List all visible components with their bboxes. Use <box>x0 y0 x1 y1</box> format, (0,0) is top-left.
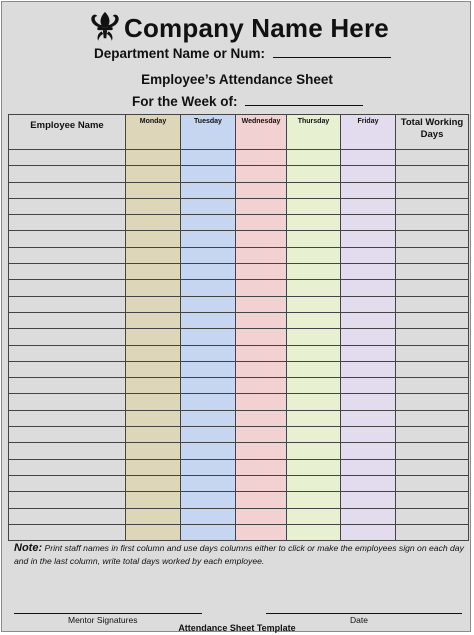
total-days-cell[interactable] <box>396 182 469 198</box>
thursday-cell[interactable] <box>287 361 341 377</box>
tuesday-cell[interactable] <box>181 166 236 182</box>
tuesday-cell[interactable] <box>181 247 236 263</box>
wednesday-cell[interactable] <box>236 166 287 182</box>
table-row <box>9 296 469 312</box>
wednesday-cell[interactable] <box>236 459 287 475</box>
friday-cell[interactable] <box>341 410 396 426</box>
employee-name-cell[interactable] <box>9 394 126 410</box>
friday-cell[interactable] <box>341 296 396 312</box>
tuesday-cell[interactable] <box>181 524 236 540</box>
attendance-rows <box>9 150 469 541</box>
employee-name-cell[interactable] <box>9 345 126 361</box>
monday-cell[interactable] <box>126 443 181 459</box>
wednesday-cell[interactable] <box>236 312 287 328</box>
total-days-cell[interactable] <box>396 443 469 459</box>
table-row <box>9 312 469 328</box>
friday-cell[interactable] <box>341 231 396 247</box>
thursday-cell[interactable] <box>287 215 341 231</box>
monday-cell[interactable] <box>126 182 181 198</box>
friday-cell[interactable] <box>341 361 396 377</box>
total-days-cell[interactable] <box>396 215 469 231</box>
date-label: Date <box>350 615 368 625</box>
table-row <box>9 264 469 280</box>
table-row <box>9 410 469 426</box>
monday-cell[interactable] <box>126 410 181 426</box>
week-field <box>132 93 363 109</box>
thursday-cell[interactable] <box>287 475 341 491</box>
total-days-cell[interactable] <box>396 492 469 508</box>
monday-cell[interactable] <box>126 231 181 247</box>
total-days-cell[interactable] <box>396 280 469 296</box>
col-header-thursday: Thursday <box>287 115 341 150</box>
employee-name-cell[interactable] <box>9 247 126 263</box>
employee-name-cell[interactable] <box>9 508 126 524</box>
wednesday-cell[interactable] <box>236 443 287 459</box>
total-days-cell[interactable] <box>396 410 469 426</box>
tuesday-cell[interactable] <box>181 312 236 328</box>
table-row <box>9 443 469 459</box>
col-header-total-working-days: Total Working Days <box>396 115 469 150</box>
employee-name-cell[interactable] <box>9 215 126 231</box>
friday-cell[interactable] <box>341 166 396 182</box>
thursday-cell[interactable] <box>287 378 341 394</box>
mentor-signature-line[interactable] <box>14 613 202 614</box>
thursday-cell[interactable] <box>287 345 341 361</box>
friday-cell[interactable] <box>341 394 396 410</box>
employee-name-cell[interactable] <box>9 264 126 280</box>
table-row <box>9 166 469 182</box>
tuesday-cell[interactable] <box>181 280 236 296</box>
friday-cell[interactable] <box>341 264 396 280</box>
employee-name-cell[interactable] <box>9 361 126 377</box>
monday-cell[interactable] <box>126 378 181 394</box>
employee-name-cell[interactable] <box>9 150 126 166</box>
col-header-monday: Monday <box>126 115 181 150</box>
tuesday-cell[interactable] <box>181 410 236 426</box>
employee-name-cell[interactable] <box>9 296 126 312</box>
total-days-cell[interactable] <box>396 312 469 328</box>
thursday-cell[interactable] <box>287 231 341 247</box>
thursday-cell[interactable] <box>287 524 341 540</box>
wednesday-cell[interactable] <box>236 247 287 263</box>
friday-cell[interactable] <box>341 312 396 328</box>
total-days-cell[interactable] <box>396 508 469 524</box>
date-signature-line[interactable] <box>266 613 462 614</box>
monday-cell[interactable] <box>126 296 181 312</box>
wednesday-cell[interactable] <box>236 296 287 312</box>
department-label: Department Name or Num: <box>94 46 266 61</box>
tuesday-cell[interactable] <box>181 427 236 443</box>
monday-cell[interactable] <box>126 508 181 524</box>
total-days-cell[interactable] <box>396 198 469 214</box>
tuesday-cell[interactable] <box>181 231 236 247</box>
thursday-cell[interactable] <box>287 247 341 263</box>
thursday-cell[interactable] <box>287 329 341 345</box>
employee-name-cell[interactable] <box>9 410 126 426</box>
col-header-employee-name: Employee Name <box>9 115 126 150</box>
wednesday-cell[interactable] <box>236 264 287 280</box>
tuesday-cell[interactable] <box>181 198 236 214</box>
employee-name-cell[interactable] <box>9 459 126 475</box>
total-days-cell[interactable] <box>396 150 469 166</box>
tuesday-cell[interactable] <box>181 329 236 345</box>
department-field <box>94 45 391 61</box>
note-block <box>14 542 466 568</box>
wednesday-cell[interactable] <box>236 410 287 426</box>
monday-cell[interactable] <box>126 524 181 540</box>
employee-name-cell[interactable] <box>9 378 126 394</box>
table-row <box>9 182 469 198</box>
week-blank-line[interactable] <box>245 93 363 106</box>
tuesday-cell[interactable] <box>181 361 236 377</box>
tuesday-cell[interactable] <box>181 475 236 491</box>
total-days-cell[interactable] <box>396 264 469 280</box>
total-days-cell[interactable] <box>396 329 469 345</box>
thursday-cell[interactable] <box>287 427 341 443</box>
friday-cell[interactable] <box>341 427 396 443</box>
wednesday-cell[interactable] <box>236 150 287 166</box>
friday-cell[interactable] <box>341 508 396 524</box>
wednesday-cell[interactable] <box>236 345 287 361</box>
monday-cell[interactable] <box>126 345 181 361</box>
friday-cell[interactable] <box>341 198 396 214</box>
col-header-friday: Friday <box>341 115 396 150</box>
friday-cell[interactable] <box>341 280 396 296</box>
total-days-cell[interactable] <box>396 345 469 361</box>
thursday-cell[interactable] <box>287 296 341 312</box>
monday-cell[interactable] <box>126 247 181 263</box>
table-row <box>9 508 469 524</box>
monday-cell[interactable] <box>126 198 181 214</box>
monday-cell[interactable] <box>126 361 181 377</box>
friday-cell[interactable] <box>341 378 396 394</box>
employee-name-cell[interactable] <box>9 231 126 247</box>
friday-cell[interactable] <box>341 475 396 491</box>
table-row <box>9 150 469 166</box>
table-header-row <box>9 115 469 150</box>
friday-cell[interactable] <box>341 150 396 166</box>
thursday-cell[interactable] <box>287 394 341 410</box>
wednesday-cell[interactable] <box>236 508 287 524</box>
table-row <box>9 345 469 361</box>
tuesday-cell[interactable] <box>181 492 236 508</box>
wednesday-cell[interactable] <box>236 198 287 214</box>
tuesday-cell[interactable] <box>181 378 236 394</box>
employee-name-cell[interactable] <box>9 492 126 508</box>
wednesday-cell[interactable] <box>236 427 287 443</box>
week-label: For the Week of: <box>132 94 238 109</box>
monday-cell[interactable] <box>126 215 181 231</box>
wednesday-cell[interactable] <box>236 524 287 540</box>
sheet-title: Employee’s Attendance Sheet <box>141 72 333 87</box>
note-text: Print staff names in first column and use days columns either to click or make the employees sign on each day and in the last column, write total days worked by each employee. <box>14 543 464 566</box>
total-days-cell[interactable] <box>396 459 469 475</box>
attendance-table <box>8 114 469 541</box>
mentor-signature-label: Mentor Signatures <box>68 615 138 625</box>
total-days-cell[interactable] <box>396 524 469 540</box>
thursday-cell[interactable] <box>287 280 341 296</box>
tuesday-cell[interactable] <box>181 459 236 475</box>
footer-title: Attendance Sheet Template <box>178 623 296 633</box>
friday-cell[interactable] <box>341 492 396 508</box>
table-row <box>9 329 469 345</box>
friday-cell[interactable] <box>341 182 396 198</box>
thursday-cell[interactable] <box>287 264 341 280</box>
tuesday-cell[interactable] <box>181 264 236 280</box>
wednesday-cell[interactable] <box>236 394 287 410</box>
employee-name-cell[interactable] <box>9 524 126 540</box>
total-days-cell[interactable] <box>396 231 469 247</box>
employee-name-cell[interactable] <box>9 312 126 328</box>
thursday-cell[interactable] <box>287 443 341 459</box>
total-days-cell[interactable] <box>396 394 469 410</box>
total-days-cell[interactable] <box>396 296 469 312</box>
monday-cell[interactable] <box>126 427 181 443</box>
monday-cell[interactable] <box>126 166 181 182</box>
employee-name-cell[interactable] <box>9 198 126 214</box>
header-brand <box>88 10 389 46</box>
table-row <box>9 459 469 475</box>
total-days-cell[interactable] <box>396 361 469 377</box>
monday-cell[interactable] <box>126 280 181 296</box>
monday-cell[interactable] <box>126 475 181 491</box>
employee-name-cell[interactable] <box>9 329 126 345</box>
thursday-cell[interactable] <box>287 508 341 524</box>
friday-cell[interactable] <box>341 329 396 345</box>
tuesday-cell[interactable] <box>181 345 236 361</box>
total-days-cell[interactable] <box>396 166 469 182</box>
friday-cell[interactable] <box>341 215 396 231</box>
thursday-cell[interactable] <box>287 198 341 214</box>
table-row <box>9 231 469 247</box>
monday-cell[interactable] <box>126 394 181 410</box>
table-row <box>9 247 469 263</box>
wednesday-cell[interactable] <box>236 361 287 377</box>
thursday-cell[interactable] <box>287 410 341 426</box>
monday-cell[interactable] <box>126 312 181 328</box>
table-row <box>9 361 469 377</box>
table-row <box>9 394 469 410</box>
monday-cell[interactable] <box>126 264 181 280</box>
tuesday-cell[interactable] <box>181 508 236 524</box>
note-label: Note: <box>14 542 43 554</box>
employee-name-cell[interactable] <box>9 166 126 182</box>
employee-name-cell[interactable] <box>9 280 126 296</box>
attendance-sheet <box>1 1 471 632</box>
friday-cell[interactable] <box>341 443 396 459</box>
total-days-cell[interactable] <box>396 475 469 491</box>
table-row <box>9 280 469 296</box>
table-row <box>9 378 469 394</box>
department-blank-line[interactable] <box>273 45 391 58</box>
friday-cell[interactable] <box>341 345 396 361</box>
wednesday-cell[interactable] <box>236 492 287 508</box>
employee-name-cell[interactable] <box>9 427 126 443</box>
tuesday-cell[interactable] <box>181 215 236 231</box>
total-days-cell[interactable] <box>396 427 469 443</box>
monday-cell[interactable] <box>126 329 181 345</box>
col-header-wednesday: Wednesday <box>236 115 287 150</box>
employee-name-cell[interactable] <box>9 443 126 459</box>
table-row <box>9 215 469 231</box>
thursday-cell[interactable] <box>287 492 341 508</box>
friday-cell[interactable] <box>341 524 396 540</box>
employee-name-cell[interactable] <box>9 182 126 198</box>
friday-cell[interactable] <box>341 459 396 475</box>
monday-cell[interactable] <box>126 492 181 508</box>
monday-cell[interactable] <box>126 459 181 475</box>
thursday-cell[interactable] <box>287 312 341 328</box>
thursday-cell[interactable] <box>287 150 341 166</box>
employee-name-cell[interactable] <box>9 475 126 491</box>
wednesday-cell[interactable] <box>236 329 287 345</box>
tuesday-cell[interactable] <box>181 296 236 312</box>
tuesday-cell[interactable] <box>181 443 236 459</box>
table-row <box>9 524 469 540</box>
table-row <box>9 427 469 443</box>
tuesday-cell[interactable] <box>181 394 236 410</box>
table-row <box>9 198 469 214</box>
wednesday-cell[interactable] <box>236 215 287 231</box>
total-days-cell[interactable] <box>396 247 469 263</box>
table-row <box>9 492 469 508</box>
thursday-cell[interactable] <box>287 182 341 198</box>
wednesday-cell[interactable] <box>236 378 287 394</box>
total-days-cell[interactable] <box>396 378 469 394</box>
wednesday-cell[interactable] <box>236 475 287 491</box>
fleur-de-lis-icon <box>88 10 122 46</box>
tuesday-cell[interactable] <box>181 182 236 198</box>
tuesday-cell[interactable] <box>181 150 236 166</box>
friday-cell[interactable] <box>341 247 396 263</box>
wednesday-cell[interactable] <box>236 182 287 198</box>
thursday-cell[interactable] <box>287 166 341 182</box>
col-header-tuesday: Tuesday <box>181 115 236 150</box>
table-row <box>9 475 469 491</box>
monday-cell[interactable] <box>126 150 181 166</box>
wednesday-cell[interactable] <box>236 231 287 247</box>
company-name: Company Name Here <box>124 13 389 43</box>
thursday-cell[interactable] <box>287 459 341 475</box>
wednesday-cell[interactable] <box>236 280 287 296</box>
